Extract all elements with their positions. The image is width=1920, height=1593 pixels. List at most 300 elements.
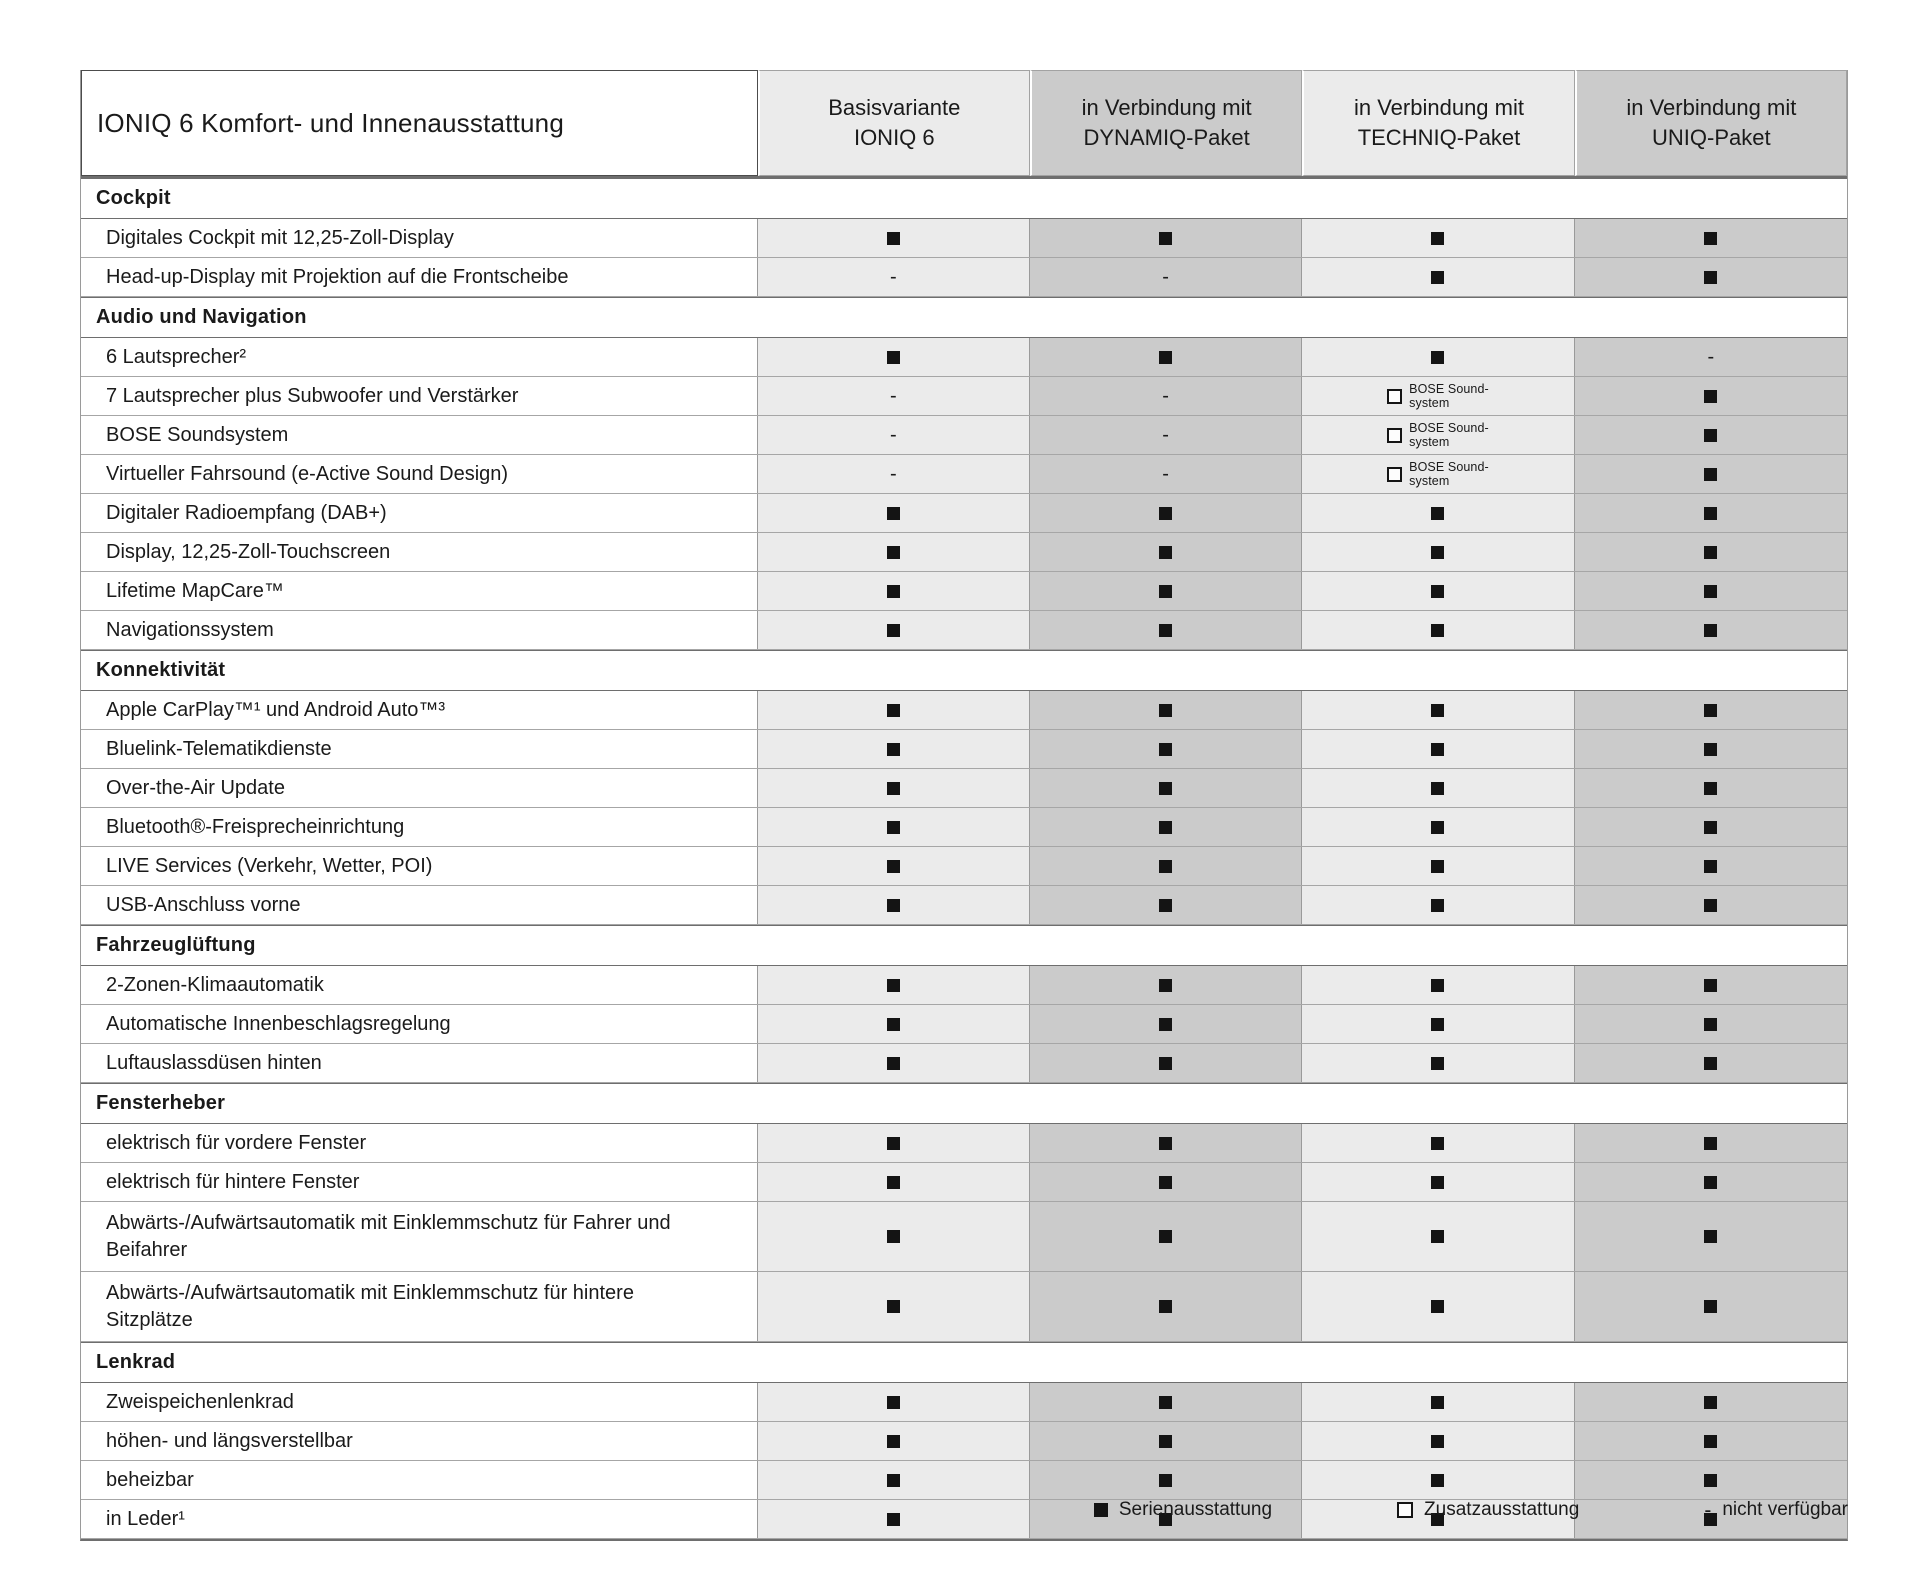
filled-square-icon [887,782,900,795]
filled-square-icon [1159,624,1172,637]
availability-cell-basis [758,730,1030,768]
filled-square-icon [1159,546,1172,559]
legend-label: nicht verfügbar [1722,1499,1848,1520]
filled-square-icon [887,1057,900,1070]
feature-label-cell [81,572,758,610]
dash-icon: - [889,463,897,485]
column-header-line2: DYNAMIQ-Paket [1083,125,1250,150]
availability-cell-techniq [1302,1461,1574,1499]
filled-square-icon [887,979,900,992]
availability-cell-techniq [1302,886,1574,924]
availability-cell-dynamiq [1030,611,1302,649]
filled-square-icon [1159,743,1172,756]
availability-cell-techniq [1302,691,1574,729]
filled-square-icon [1704,1300,1717,1313]
filled-square-icon [1159,1057,1172,1070]
legend-label: Serienausstattung [1118,1499,1273,1520]
feature-label-cell [81,1272,758,1341]
availability-cell-dynamiq [1030,1272,1302,1341]
availability-cell-techniq [1302,1044,1574,1082]
filled-square-icon [1431,782,1444,795]
filled-square-icon [1704,390,1717,403]
feature-label-cell [81,533,758,571]
filled-square-icon [1431,1230,1444,1243]
filled-square-icon [1431,704,1444,717]
dash-icon: - [889,385,897,407]
filled-square-icon [1704,743,1717,756]
availability-cell-dynamiq [1030,377,1302,415]
availability-cell-basis [758,1044,1030,1082]
availability-cell-techniq [1302,730,1574,768]
availability-cell-uniq [1575,416,1847,454]
feature-label-cell [81,1422,758,1460]
table-row [81,1005,1847,1044]
availability-cell-dynamiq [1030,808,1302,846]
availability-cell-uniq [1575,377,1847,415]
feature-label: Bluetooth®-Freisprecheinrichtung [106,815,405,838]
hollow-square-icon [1397,1502,1413,1518]
availability-cell-basis [758,1383,1030,1421]
dash-icon: - [1162,385,1169,407]
filled-square-icon [1159,821,1172,834]
availability-cell-uniq [1575,1461,1847,1499]
availability-cell-techniq [1302,572,1574,610]
column-header-line1: in Verbindung mit [1353,95,1524,121]
column-header-line2: TECHNIQ-Paket [1357,125,1521,150]
filled-square-icon [1704,585,1717,598]
filled-square-icon [1704,624,1717,637]
filled-square-icon [1431,1057,1444,1070]
filled-square-icon [887,1018,900,1031]
filled-square-icon [1704,1176,1717,1189]
availability-cell-dynamiq [1030,455,1302,493]
filled-square-icon [1704,1396,1717,1409]
filled-square-icon [887,1137,900,1150]
feature-label-cell [81,1005,758,1043]
filled-square-icon [1159,899,1172,912]
filled-square-icon [1704,1018,1717,1031]
availability-cell-techniq [1302,808,1574,846]
filled-square-icon [1431,271,1444,284]
filled-square-icon [887,507,900,520]
filled-square-icon [1431,585,1444,598]
availability-cell-basis [758,1272,1030,1341]
availability-cell-techniq [1302,1272,1574,1341]
availability-cell-basis [758,769,1030,807]
availability-cell-dynamiq [1030,966,1302,1004]
table-row [81,1124,1847,1163]
bose-option-label: BOSE Sound- system [1409,460,1489,488]
filled-square-icon [1431,624,1444,637]
filled-square-icon [1431,899,1444,912]
availability-cell-dynamiq [1030,1202,1302,1271]
filled-square-icon [1704,899,1717,912]
availability-cell-dynamiq [1030,1044,1302,1082]
table-row [81,691,1847,730]
section-header: Cockpit [81,178,1847,219]
table-row [81,219,1847,258]
filled-square-icon [1159,1230,1172,1243]
filled-square-icon [887,1435,900,1448]
filled-square-icon [887,232,900,245]
table-row [81,1044,1847,1083]
filled-square-icon [1704,1057,1717,1070]
table-row [81,1202,1847,1272]
filled-square-icon [1159,1176,1172,1189]
column-header-line1: Basisvariante [828,95,961,121]
column-header-basis [758,70,1030,176]
bose-option-label: BOSE Sound- system [1409,421,1489,449]
feature-label-cell [81,377,758,415]
filled-square-icon [1159,1474,1172,1487]
filled-square-icon [1431,507,1444,520]
availability-cell-basis [758,416,1030,454]
availability-cell-uniq [1575,1044,1847,1082]
filled-square-icon [887,860,900,873]
availability-cell-uniq [1575,847,1847,885]
table-row [81,611,1847,650]
feature-label-cell [81,730,758,768]
feature-label-cell [81,966,758,1004]
feature-label-cell [81,219,758,257]
availability-cell-techniq [1302,1422,1574,1460]
filled-square-icon [1431,1396,1444,1409]
filled-square-icon [1704,507,1717,520]
feature-label: 7 Lautsprecher plus Subwoofer und Verstärker [106,384,519,407]
availability-cell-uniq [1575,338,1847,376]
legend-item-zusatzausstattung [1397,1499,1579,1521]
filled-square-icon [1159,782,1172,795]
availability-cell-techniq [1302,1163,1574,1201]
filled-square-icon [887,899,900,912]
availability-cell-uniq [1575,730,1847,768]
table-row [81,966,1847,1005]
table-row [81,533,1847,572]
hollow-square-icon [1387,428,1402,443]
filled-square-icon [887,624,900,637]
availability-cell-uniq [1575,455,1847,493]
bose-option [1387,460,1489,488]
filled-square-icon [1431,232,1444,245]
filled-square-icon [887,585,900,598]
filled-square-icon [1704,1230,1717,1243]
legend-item-nicht-verfuegbar [1704,1499,1848,1521]
filled-square-icon [1704,271,1717,284]
filled-square-icon [1159,1018,1172,1031]
filled-square-icon [887,546,900,559]
filled-square-icon [1431,979,1444,992]
availability-cell-uniq [1575,1202,1847,1271]
feature-label: Abwärts-/Aufwärtsautomatik mit Einklemmschutz für Fahrer und Beifahrer [106,1211,671,1261]
availability-cell-uniq [1575,1272,1847,1341]
availability-cell-techniq [1302,455,1574,493]
filled-square-icon [1704,821,1717,834]
availability-cell-techniq [1302,966,1574,1004]
feature-label-cell [81,886,758,924]
availability-cell-techniq [1302,847,1574,885]
availability-cell-basis [758,572,1030,610]
availability-cell-uniq [1575,258,1847,296]
availability-cell-uniq [1575,1383,1847,1421]
filled-square-icon [887,1474,900,1487]
filled-square-icon [1159,1396,1172,1409]
filled-square-icon [1431,546,1444,559]
feature-label: Apple CarPlay™¹ und Android Auto™³ [106,698,446,721]
filled-square-icon [1159,1137,1172,1150]
availability-cell-basis [758,1005,1030,1043]
availability-cell-uniq [1575,533,1847,571]
availability-cell-dynamiq [1030,572,1302,610]
filled-square-icon [1431,821,1444,834]
availability-cell-uniq [1575,572,1847,610]
availability-cell-dynamiq [1030,494,1302,532]
availability-cell-dynamiq [1030,219,1302,257]
dash-icon: - [889,266,897,288]
feature-label: Lifetime MapCare™ [106,579,284,602]
availability-cell-basis [758,611,1030,649]
feature-label: beheizbar [106,1468,194,1491]
dash-icon: - [1162,463,1169,485]
availability-cell-uniq [1575,808,1847,846]
availability-cell-dynamiq [1030,1461,1302,1499]
legend [80,1499,1848,1521]
availability-cell-uniq [1575,494,1847,532]
filled-square-icon [1431,1176,1444,1189]
table-row [81,730,1847,769]
legend-item-serienausstattung [1094,1499,1272,1521]
table-body [81,178,1847,1539]
feature-label: Over-the-Air Update [106,776,285,799]
hollow-square-icon [1387,467,1402,482]
equipment-table [80,70,1848,1541]
filled-square-icon [1704,704,1717,717]
table-row [81,377,1847,416]
table-row [81,416,1847,455]
hollow-square-icon [1387,389,1402,404]
availability-cell-techniq [1302,338,1574,376]
feature-label-cell [81,1202,758,1271]
table-row [81,769,1847,808]
availability-cell-techniq [1302,1124,1574,1162]
dash-icon: - [1707,346,1715,368]
availability-cell-basis [758,886,1030,924]
feature-label: Automatische Innenbeschlagsregelung [106,1012,451,1035]
availability-cell-uniq [1575,1163,1847,1201]
availability-cell-techniq [1302,416,1574,454]
availability-cell-uniq [1575,886,1847,924]
availability-cell-basis [758,219,1030,257]
table-row [81,847,1847,886]
filled-square-icon [887,743,900,756]
availability-cell-dynamiq [1030,886,1302,924]
filled-square-icon [1704,860,1717,873]
column-header-dynamiq [1030,70,1302,176]
filled-square-icon [1431,1018,1444,1031]
feature-label: Abwärts-/Aufwärtsautomatik mit Einklemmschutz für hintere Sitzplätze [106,1281,634,1331]
filled-square-icon [1704,1435,1717,1448]
table-row [81,886,1847,925]
availability-cell-uniq [1575,966,1847,1004]
feature-label: USB-Anschluss vorne [106,893,301,916]
dash-icon: - [1162,266,1169,288]
feature-label: in Leder¹ [106,1507,185,1530]
table-row [81,258,1847,297]
table-row [81,1383,1847,1422]
section-header: Fahrzeuglüftung [81,925,1847,966]
availability-cell-dynamiq [1030,1383,1302,1421]
column-header-line1: in Verbindung mit [1626,95,1797,121]
feature-label: Digitales Cockpit mit 12,25-Zoll-Display [106,226,454,249]
filled-square-icon [1159,351,1172,364]
filled-square-icon [1159,1300,1172,1313]
filled-square-icon [887,351,900,364]
filled-square-icon [887,704,900,717]
column-header-techniq [1302,70,1574,176]
feature-label: Bluelink-Telematikdienste [106,737,332,760]
availability-cell-basis [758,455,1030,493]
feature-label: Navigationssystem [106,618,274,641]
availability-cell-basis [758,1202,1030,1271]
table-header-row [81,70,1847,178]
feature-label: Display, 12,25-Zoll-Touchscreen [106,540,391,563]
bose-option [1387,382,1489,410]
filled-square-icon [1094,1503,1108,1517]
filled-square-icon [1431,1300,1444,1313]
availability-cell-techniq [1302,1202,1574,1271]
section-header: Lenkrad [81,1342,1847,1383]
feature-label: Head-up-Display mit Projektion auf die Frontscheibe [106,265,569,288]
table-title: IONIQ 6 Komfort- und Innenausstattung [81,70,758,176]
filled-square-icon [1431,743,1444,756]
filled-square-icon [1704,468,1717,481]
availability-cell-techniq [1302,533,1574,571]
feature-label: 2-Zonen-Klimaautomatik [106,973,324,996]
availability-cell-basis [758,494,1030,532]
availability-cell-uniq [1575,1005,1847,1043]
column-header-line2: IONIQ 6 [853,125,935,150]
feature-label-cell [81,1461,758,1499]
table-row [81,808,1847,847]
availability-cell-dynamiq [1030,1124,1302,1162]
dash-icon: - [889,424,897,446]
feature-label-cell [81,1383,758,1421]
availability-cell-basis [758,258,1030,296]
feature-label: Virtueller Fahrsound (e-Active Sound Design) [106,462,509,485]
feature-label: elektrisch für vordere Fenster [106,1131,367,1154]
feature-label-cell [81,769,758,807]
availability-cell-dynamiq [1030,533,1302,571]
dash-icon: - [1162,424,1169,446]
filled-square-icon [1159,585,1172,598]
filled-square-icon [887,1396,900,1409]
filled-square-icon [1704,782,1717,795]
availability-cell-basis [758,1163,1030,1201]
availability-cell-dynamiq [1030,691,1302,729]
filled-square-icon [1431,1474,1444,1487]
availability-cell-dynamiq [1030,769,1302,807]
feature-label-cell [81,611,758,649]
availability-cell-uniq [1575,1124,1847,1162]
feature-label: elektrisch für hintere Fenster [106,1170,360,1193]
filled-square-icon [1431,1435,1444,1448]
availability-cell-techniq [1302,1005,1574,1043]
feature-label: BOSE Soundsystem [106,423,289,446]
feature-label-cell [81,1044,758,1082]
feature-label: Luftauslassdüsen hinten [106,1051,322,1074]
table-row [81,572,1847,611]
table-row [81,1163,1847,1202]
availability-cell-techniq [1302,377,1574,415]
bose-option [1387,421,1489,449]
filled-square-icon [1704,979,1717,992]
availability-cell-techniq [1302,258,1574,296]
table-row [81,338,1847,377]
feature-label-cell [81,338,758,376]
filled-square-icon [1704,1474,1717,1487]
availability-cell-basis [758,808,1030,846]
availability-cell-dynamiq [1030,847,1302,885]
availability-cell-dynamiq [1030,730,1302,768]
feature-label-cell [81,416,758,454]
feature-label-cell [81,1124,758,1162]
availability-cell-basis [758,1422,1030,1460]
feature-label-cell [81,808,758,846]
filled-square-icon [1159,1435,1172,1448]
feature-label: Zweispeichenlenkrad [106,1390,294,1413]
availability-cell-uniq [1575,219,1847,257]
filled-square-icon [1431,860,1444,873]
availability-cell-basis [758,966,1030,1004]
feature-label-cell [81,494,758,532]
bose-option-label: BOSE Sound- system [1409,382,1489,410]
section-header: Konnektivität [81,650,1847,691]
table-row [81,1272,1847,1342]
column-header-line2: UNIQ-Paket [1652,125,1771,150]
column-header-uniq [1575,70,1847,176]
availability-cell-techniq [1302,494,1574,532]
legend-label: Zusatzausstattung [1424,1499,1580,1520]
dash-icon: - [1704,1498,1712,1522]
filled-square-icon [887,1300,900,1313]
feature-label: höhen- und längsverstellbar [106,1429,353,1452]
availability-cell-techniq [1302,769,1574,807]
availability-cell-basis [758,377,1030,415]
feature-label-cell [81,1163,758,1201]
availability-cell-uniq [1575,691,1847,729]
filled-square-icon [887,1230,900,1243]
feature-label-cell [81,847,758,885]
filled-square-icon [1704,546,1717,559]
availability-cell-dynamiq [1030,416,1302,454]
feature-label: 6 Lautsprecher² [106,345,247,368]
table-row [81,455,1847,494]
availability-cell-techniq [1302,219,1574,257]
feature-label-cell [81,258,758,296]
section-header: Audio und Navigation [81,297,1847,338]
filled-square-icon [1159,704,1172,717]
availability-cell-dynamiq [1030,258,1302,296]
availability-cell-techniq [1302,1383,1574,1421]
column-header-line1: in Verbindung mit [1081,95,1252,121]
availability-cell-uniq [1575,1422,1847,1460]
availability-cell-basis [758,1461,1030,1499]
feature-label: Digitaler Radioempfang (DAB+) [106,501,387,524]
table-row [81,494,1847,533]
filled-square-icon [1159,507,1172,520]
table-row [81,1422,1847,1461]
availability-cell-uniq [1575,769,1847,807]
availability-cell-dynamiq [1030,1163,1302,1201]
